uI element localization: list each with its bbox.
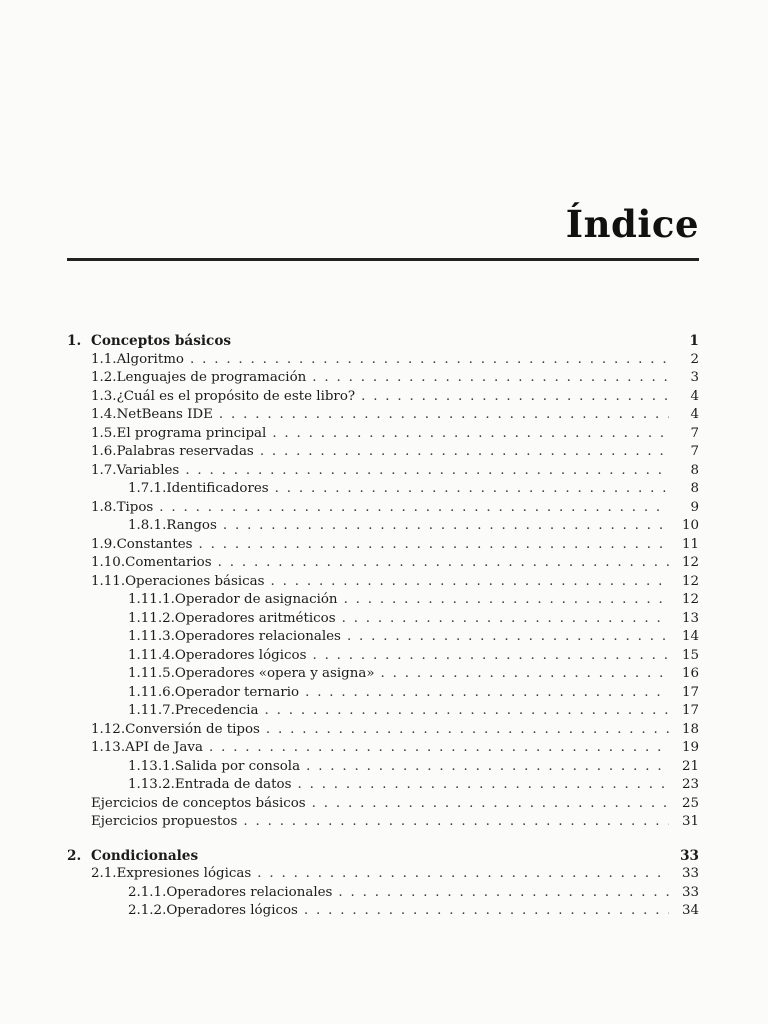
toc-label: Constantes xyxy=(116,536,193,552)
toc-number: 2.1.2. xyxy=(128,903,167,918)
dot-leader xyxy=(312,647,669,666)
dot-leader xyxy=(199,536,669,555)
dot-leader xyxy=(305,684,669,703)
toc-page: 9 xyxy=(690,499,699,515)
toc-entry-1-8-1[interactable] xyxy=(67,517,699,536)
toc-entry-2-1-2[interactable] xyxy=(67,902,699,921)
toc-number: 1.11.5. xyxy=(128,666,175,681)
dot-leader xyxy=(223,517,669,536)
toc-number: 2.1.1. xyxy=(128,884,167,900)
dot-leader xyxy=(265,702,669,721)
toc-page: 21 xyxy=(681,758,699,774)
toc-number: 1.10. xyxy=(91,555,126,570)
toc-label: Operador ternario xyxy=(174,684,300,700)
toc-page: 12 xyxy=(681,573,699,589)
toc-label: Operadores lógicos xyxy=(166,903,298,918)
toc-entry-1-9[interactable] xyxy=(67,536,699,555)
toc-entry-1-11-2[interactable] xyxy=(67,610,699,629)
toc-label: Expresiones lógicas xyxy=(116,866,252,881)
toc-page: 31 xyxy=(681,814,699,829)
dot-leader xyxy=(272,425,669,444)
dot-leader xyxy=(381,665,669,684)
toc-number: 1. xyxy=(67,333,82,349)
dot-leader xyxy=(185,462,669,481)
dot-leader xyxy=(312,369,669,388)
toc-label: ¿Cuál es el propósito de este libro? xyxy=(116,388,356,404)
toc-label: Algoritmo xyxy=(116,351,184,367)
toc-entry-1-13[interactable] xyxy=(67,739,699,758)
toc-entry-1-4[interactable] xyxy=(67,406,699,425)
toc-number: 1.3. xyxy=(91,388,117,404)
toc-page: 12 xyxy=(681,555,699,570)
toc-number: 1.11.7. xyxy=(128,703,175,718)
toc-number: 1.11.3. xyxy=(128,629,175,644)
toc-entry-2-1-1[interactable] xyxy=(67,884,699,903)
toc-page: 15 xyxy=(681,647,699,663)
toc-number: 1.11.4. xyxy=(128,647,175,663)
toc-label: Lenguajes de programación xyxy=(116,370,307,385)
toc-entry-1-11-6[interactable] xyxy=(67,684,699,703)
toc-page: 14 xyxy=(681,629,699,644)
toc-label: Conversión de tipos xyxy=(125,721,260,737)
dot-leader xyxy=(347,628,669,647)
toc-entry-1-2[interactable] xyxy=(67,369,699,388)
toc-number: 1.8. xyxy=(91,499,117,515)
toc-label: Variables xyxy=(116,462,180,478)
toc-label: Operaciones básicas xyxy=(125,573,265,589)
toc-entry-1-10[interactable] xyxy=(67,554,699,573)
toc-label: Precedencia xyxy=(174,703,259,718)
toc-entry-proposed-exercises[interactable] xyxy=(67,813,699,832)
toc-page: 4 xyxy=(690,407,699,422)
toc-number: 1.5. xyxy=(91,425,117,441)
toc-number: 1.8.1. xyxy=(128,518,167,533)
toc-label: Comentarios xyxy=(125,555,212,570)
toc-entry-1-1[interactable] xyxy=(67,351,699,370)
toc-page: 13 xyxy=(681,610,699,626)
toc-page: 7 xyxy=(690,425,699,441)
dot-leader xyxy=(271,573,669,592)
toc-page: 8 xyxy=(690,481,699,496)
toc-page: 1 xyxy=(689,333,699,349)
dot-leader xyxy=(266,721,669,740)
dot-leader xyxy=(344,591,669,610)
toc-entry-1-11-4[interactable] xyxy=(67,647,699,666)
toc-label: Operadores lógicos xyxy=(174,647,307,663)
toc-page: 17 xyxy=(681,684,699,700)
toc-label: Operadores relacionales xyxy=(174,629,341,644)
toc-number: 1.6. xyxy=(91,444,117,459)
toc-page: 18 xyxy=(681,721,699,737)
toc-page: 17 xyxy=(681,703,699,718)
toc-entry-1-3[interactable] xyxy=(67,388,699,407)
toc-chapter-1[interactable] xyxy=(67,332,699,351)
dot-leader xyxy=(338,884,669,903)
toc-entry-1-12[interactable] xyxy=(67,721,699,740)
toc-page: 7 xyxy=(690,444,699,459)
toc-entry-1-6[interactable] xyxy=(67,443,699,462)
toc-page: 12 xyxy=(681,592,699,607)
toc-label: El programa principal xyxy=(116,425,267,441)
toc-entry-2-1[interactable] xyxy=(67,865,699,884)
toc-page: 25 xyxy=(681,795,699,811)
dot-leader xyxy=(218,554,669,573)
toc-label: Condicionales xyxy=(91,847,199,864)
toc-number: 1.2. xyxy=(91,370,117,385)
toc-label: NetBeans IDE xyxy=(116,407,213,422)
dot-leader xyxy=(190,351,669,370)
dot-leader xyxy=(275,480,669,499)
toc-entry-1-11-3[interactable] xyxy=(67,628,699,647)
dot-leader xyxy=(312,795,669,814)
toc-number: 1.13.1. xyxy=(128,758,175,774)
page-title: Índice xyxy=(565,202,699,246)
toc-number: 2. xyxy=(67,847,82,864)
toc-entry-1-8[interactable] xyxy=(67,499,699,518)
toc-number: 1.7.1. xyxy=(128,481,167,496)
toc-label: Operador de asignación xyxy=(174,592,338,607)
toc-number: 1.1. xyxy=(91,351,117,367)
toc-page: 4 xyxy=(690,388,699,404)
toc-entry-1-7[interactable] xyxy=(67,462,699,481)
toc-number: 1.4. xyxy=(91,407,117,422)
toc-page: 33 xyxy=(681,866,699,881)
toc-label: Entrada de datos xyxy=(174,777,292,792)
toc-page: 3 xyxy=(690,370,699,385)
toc-label: Salida por consola xyxy=(174,758,301,774)
toc-page: 19 xyxy=(681,740,699,755)
toc-label: Rangos xyxy=(166,518,217,533)
toc-number: 1.13.2. xyxy=(128,777,175,792)
title-rule xyxy=(67,258,699,261)
toc-number: 1.7. xyxy=(91,462,117,478)
toc-entry-1-5[interactable] xyxy=(67,425,699,444)
toc-page: 33 xyxy=(680,847,699,864)
toc-label: Conceptos básicos xyxy=(91,333,232,349)
toc-page: 2 xyxy=(690,351,699,367)
toc-number: 1.11.6. xyxy=(128,684,175,700)
toc-chapter-2[interactable] xyxy=(67,847,699,866)
dot-leader xyxy=(159,499,669,518)
toc-page: 23 xyxy=(681,777,699,792)
toc-label: Palabras reservadas xyxy=(116,444,254,459)
dot-leader xyxy=(304,902,669,921)
toc-number: 1.11. xyxy=(91,573,126,589)
toc-label: Ejercicios propuestos xyxy=(91,814,238,829)
toc-entry-1-11[interactable] xyxy=(67,573,699,592)
toc-page: 10 xyxy=(681,518,699,533)
toc-entry-1-13-2[interactable] xyxy=(67,776,699,795)
table-of-contents xyxy=(67,332,699,921)
toc-page: 11 xyxy=(681,536,699,552)
dot-leader xyxy=(257,865,669,884)
dot-leader xyxy=(243,813,669,832)
toc-label: Operadores «opera y asigna» xyxy=(174,666,375,681)
toc-entry-1-13-1[interactable] xyxy=(67,758,699,777)
toc-entry-1-11-5[interactable] xyxy=(67,665,699,684)
toc-entry-exercises[interactable] xyxy=(67,795,699,814)
toc-label: Operadores aritméticos xyxy=(174,610,336,626)
toc-label: Tipos xyxy=(116,499,154,515)
toc-label: Operadores relacionales xyxy=(166,884,333,900)
dot-leader xyxy=(260,443,669,462)
dot-leader xyxy=(219,406,669,425)
toc-label: Identificadores xyxy=(166,481,269,496)
toc-number: 1.13. xyxy=(91,740,126,755)
toc-number: 1.9. xyxy=(91,536,117,552)
toc-entry-1-11-1[interactable] xyxy=(67,591,699,610)
toc-page: 34 xyxy=(681,903,699,918)
toc-page: 16 xyxy=(681,666,699,681)
toc-number: 2.1. xyxy=(91,866,117,881)
toc-label: API de Java xyxy=(125,740,203,755)
dot-leader xyxy=(209,739,669,758)
dot-leader xyxy=(342,610,669,629)
toc-number: 1.12. xyxy=(91,721,126,737)
toc-entry-1-11-7[interactable] xyxy=(67,702,699,721)
toc-label: Ejercicios de conceptos básicos xyxy=(91,795,306,811)
chapter-gap xyxy=(67,832,699,847)
dot-leader xyxy=(361,388,669,407)
dot-leader xyxy=(306,758,669,777)
toc-number: 1.11.2. xyxy=(128,610,175,626)
toc-page: 8 xyxy=(690,462,699,478)
dot-leader xyxy=(297,776,669,795)
toc-entry-1-7-1[interactable] xyxy=(67,480,699,499)
toc-page: 33 xyxy=(681,884,699,900)
toc-number: 1.11.1. xyxy=(128,592,175,607)
